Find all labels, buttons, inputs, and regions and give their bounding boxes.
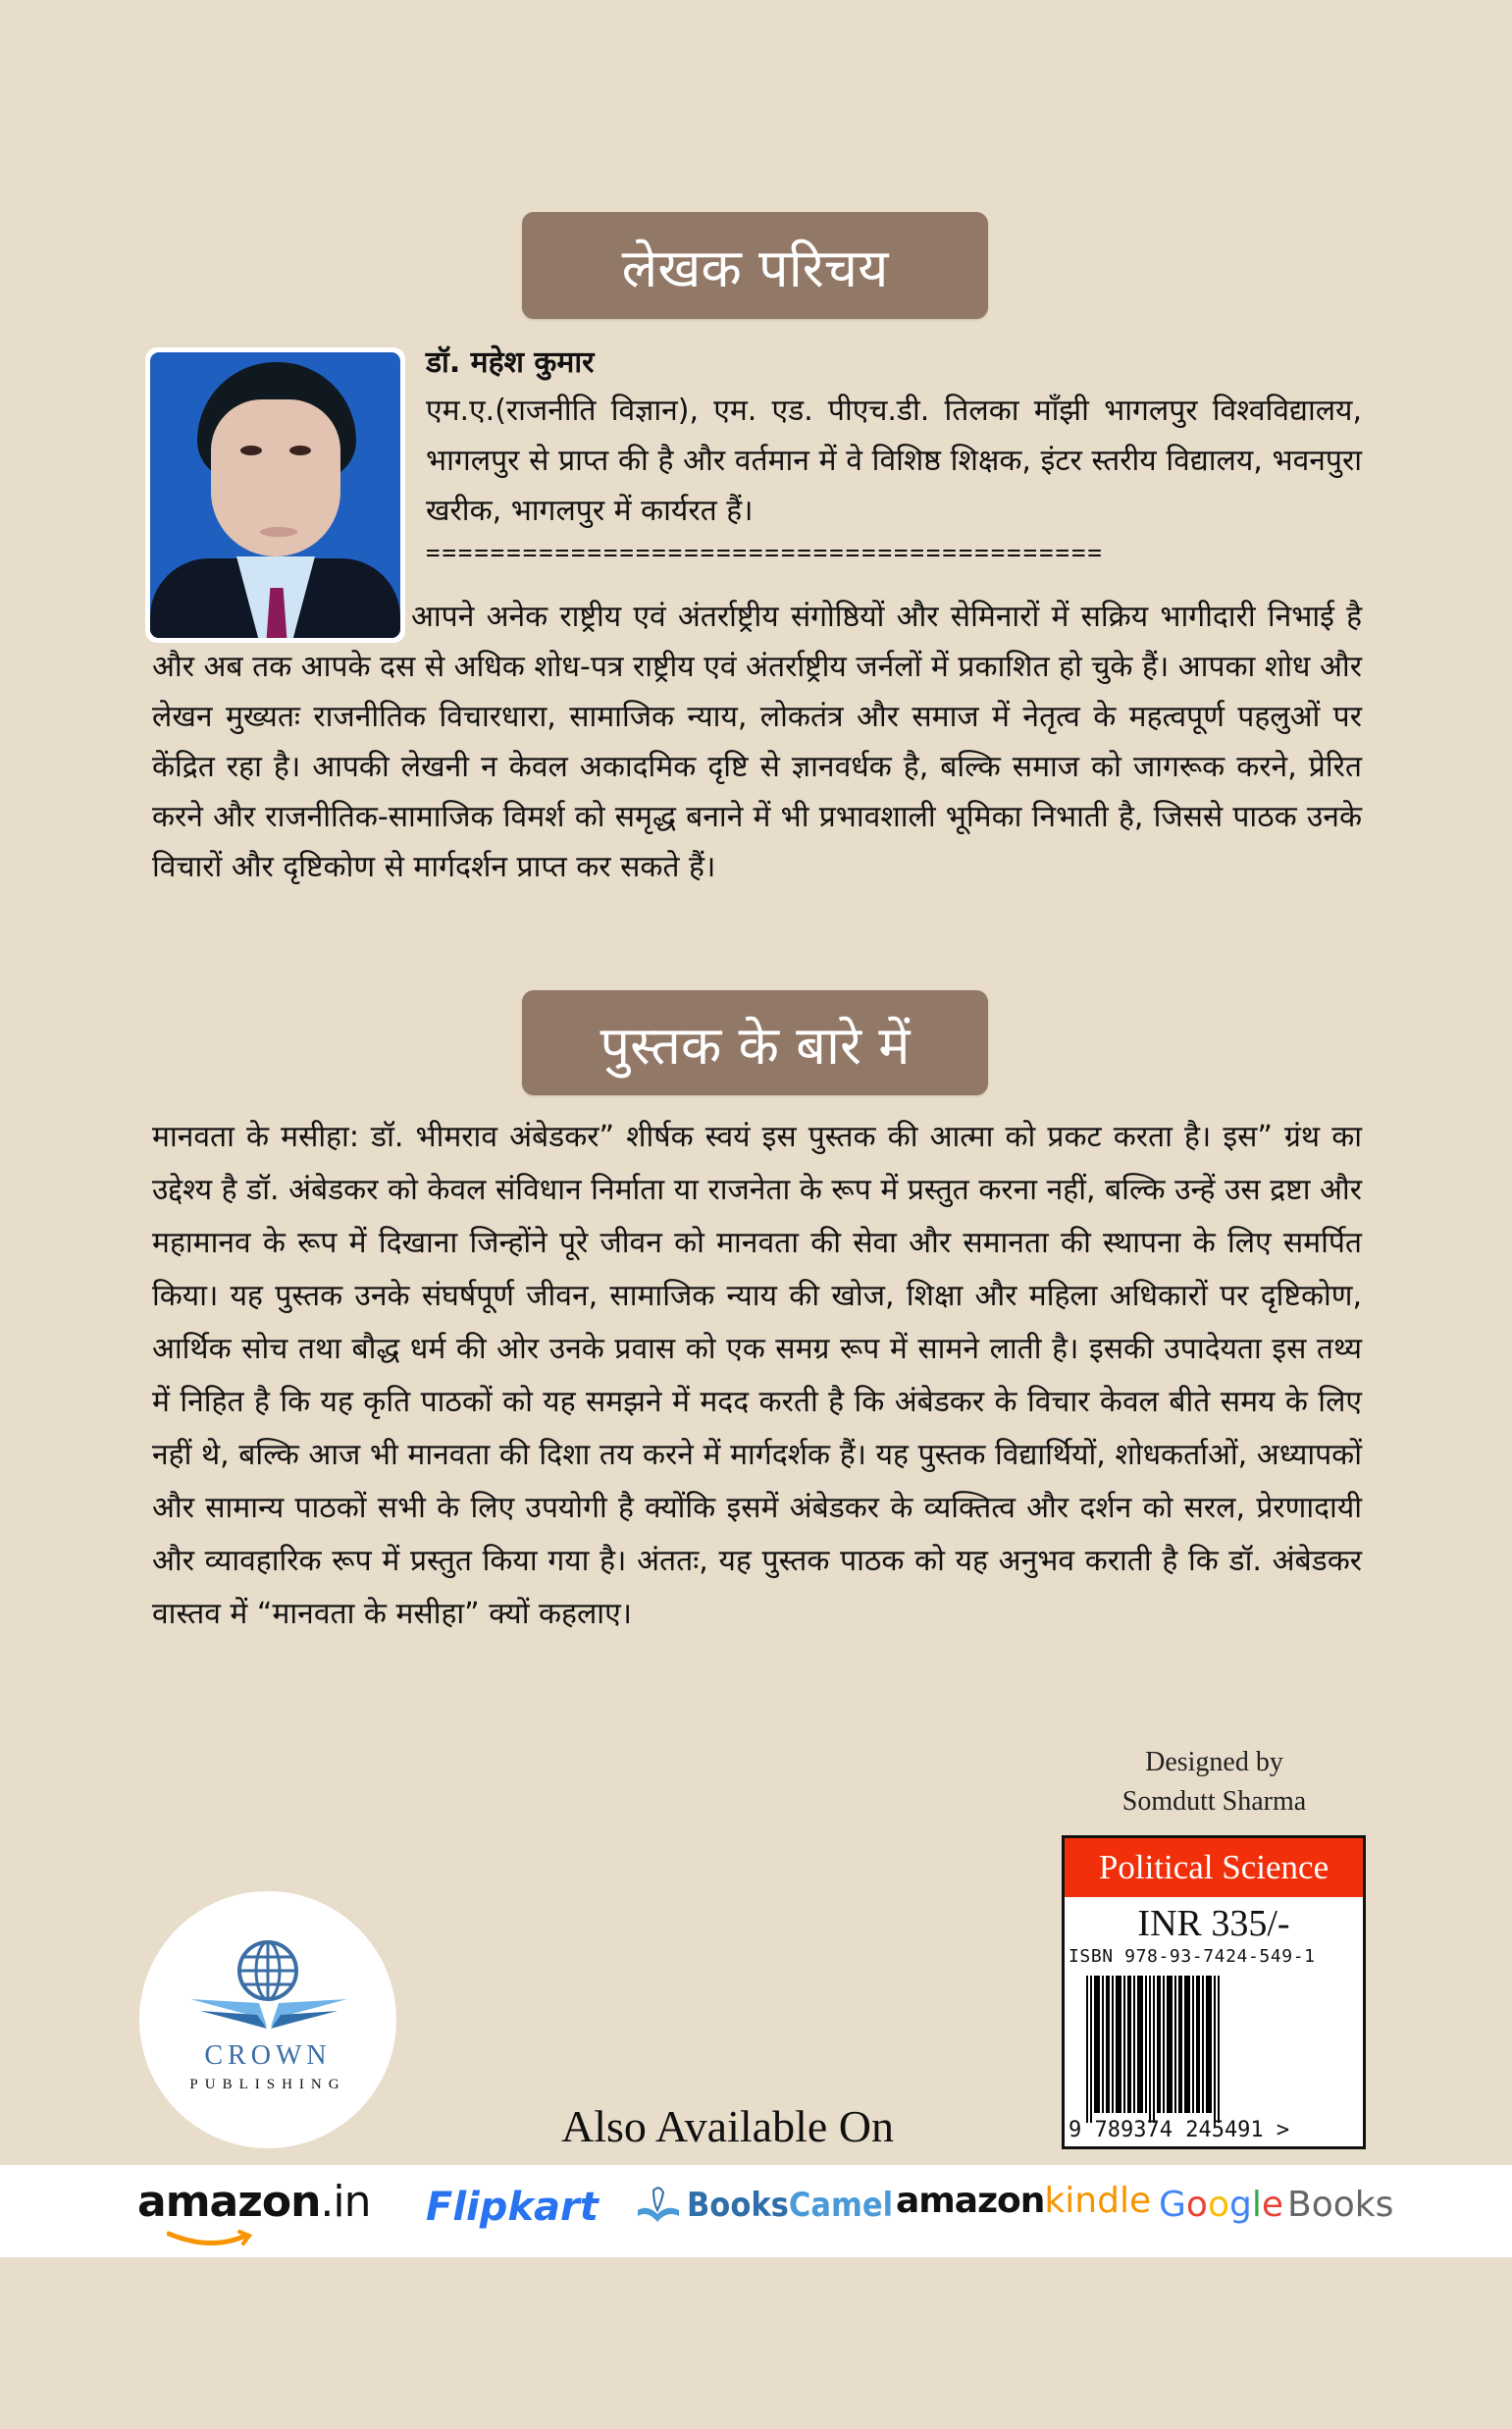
author-name: डॉ. महेश कुमार [426,345,595,380]
author-qualifications: एम.ए.(राजनीति विज्ञान), एम. एड. पीएच.डी. तिलका माँझी भागलपुर विश्वविद्यालय, भागलपुर से प्राप्त की है और वर्तमान में वे विशिष्ठ शिक्षक, इंटर स्तरीय विद्यालय, भवनपुरा खरीक, भागलपुर में कार्यरत हैं। [426,394,1362,528]
store-logos-band [0,2165,1512,2257]
book-right-page-icon [267,1997,347,2029]
amazon-in-logo[interactable]: amazon .in [137,2177,371,2227]
category-label: Political Science [1065,1838,1363,1897]
flipkart-logo[interactable] [426,2185,599,2230]
globe-icon [236,1939,299,2002]
price-label: INR 335/- [1137,1903,1290,1944]
about-book-heading-text: पुस्तक के बारे में [600,1014,911,1077]
separator-line: ========================================== [426,539,1104,566]
barcode-icon [1086,1976,1282,2121]
publisher-name: CROWN [204,2040,332,2071]
designed-by-label: Designed by [1145,1747,1283,1777]
google-books-logo[interactable]: G o o g l e Books [1159,2185,1394,2225]
designer-credit [1079,1743,1349,1822]
about-book-heading [522,990,988,1095]
publisher-logo [139,1891,396,2148]
publisher-subtitle: PUBLISHING [189,2077,346,2092]
ean-digits: 9 789374 245491 > [1069,2118,1290,2142]
book-left-page-icon [190,1997,271,2029]
book-description: मानवता के मसीहा: डॉ. भीमराव अंबेडकर” शीर्षक स्वयं इस पुस्तक की आत्मा को प्रकट करता है। इस” ग्रंथ का उद्देश्य है डॉ. अंबेडकर को केवल संविधान निर्माता या राजनेता के रूप में प्रस्तुत करना नहीं, बल्कि उन्हें उस द्रष्टा और महामानव के रूप में दिखाना जिन्होंने पूरे जीवन को मानवता की सेवा और समानता की स्थापना के लिए समर्पित किया। यह पुस्तक उनके संघर्षपूर्ण जीवन, सामाजिक न्याय की खोज, शिक्षा और महिला अधिकारों पर दृष्टिकोण, आर्थिक सोच तथा बौद्ध धर्म की ओर उनके प्रवास को एक समग्र रूप में सामने लाती है। इसकी उपादेयता इस तथ्य में निहित है कि यह कृति पाठकों को यह समझने में मदद करती है कि अंबेडकर के विचार केवल बीते समय के लिए नहीं थे, बल्कि आज भी मानवता की दिशा तय करने में मार्गदर्शक हैं। यह पुस्तक विद्यार्थियों, शोधकर्ताओं, अध्यापकों और सामान्य पाठकों सभी के लिए उपयोगी है क्योंकि इसमें अंबेडकर के व्यक्तित्व और दर्शन को सरल, प्रेरणादायी और व्यावहारिक रूप में प्रस्तुत किया गया है। अंततः, यह पुस्तक पाठक को यह अनुभव कराती है कि डॉ. अंबेडकर वास्तव में “मानवता के मसीहा” क्यों कहलाए। [152,1120,1362,1631]
flipkart-label: Flipkart [426,2185,599,2230]
bookscamel-logo[interactable]: Books Camel [636,2185,893,2226]
also-available-label: Also Available On [561,2101,894,2151]
price-barcode-box [1062,1835,1366,2149]
author-intro-heading-text: लेखक परिचय [621,237,889,299]
author-intro-heading [522,212,988,319]
isbn-label: ISBN 978-93-7424-549-1 [1069,1946,1316,1967]
designer-name: Somdutt Sharma [1121,1786,1307,1817]
amazon-kindle-logo[interactable]: amazon kindle [896,2181,1152,2221]
amazon-smile-icon [167,2230,255,2249]
bookscamel-book-icon [636,2185,681,2226]
author-bio-details: आपने अनेक राष्ट्रीय एवं अंतर्राष्ट्रीय संगोष्ठियों और सेमिनारों में सक्रिय भागीदारी निभाई है और अब तक आपके दस से अधिक शोध-पत्र राष्ट्रीय एवं अंतर्राष्ट्रीय जर्नलों में प्रकाशित हो चुके हैं। आपका शोध और लेखन मुख्यतः राजनीतिक विचारधारा, सामाजिक न्याय, लोकतंत्र और समाज में नेतृत्व के महत्वपूर्ण पहलुओं पर केंद्रित रहा है। आपकी लेखनी न केवल अकादमिक दृष्टि से ज्ञानवर्धक है, बल्कि समाज को जागरूक करने, प्रेरित करने और राजनीतिक-सामाजिक विमर्श को समृद्ध बनाने में भी प्रभावशाली भूमिका निभाती है, जिससे पाठक उनके विचारों और दृष्टिकोण से मार्गदर्शन प्राप्त कर सकते हैं। [152,600,1362,884]
